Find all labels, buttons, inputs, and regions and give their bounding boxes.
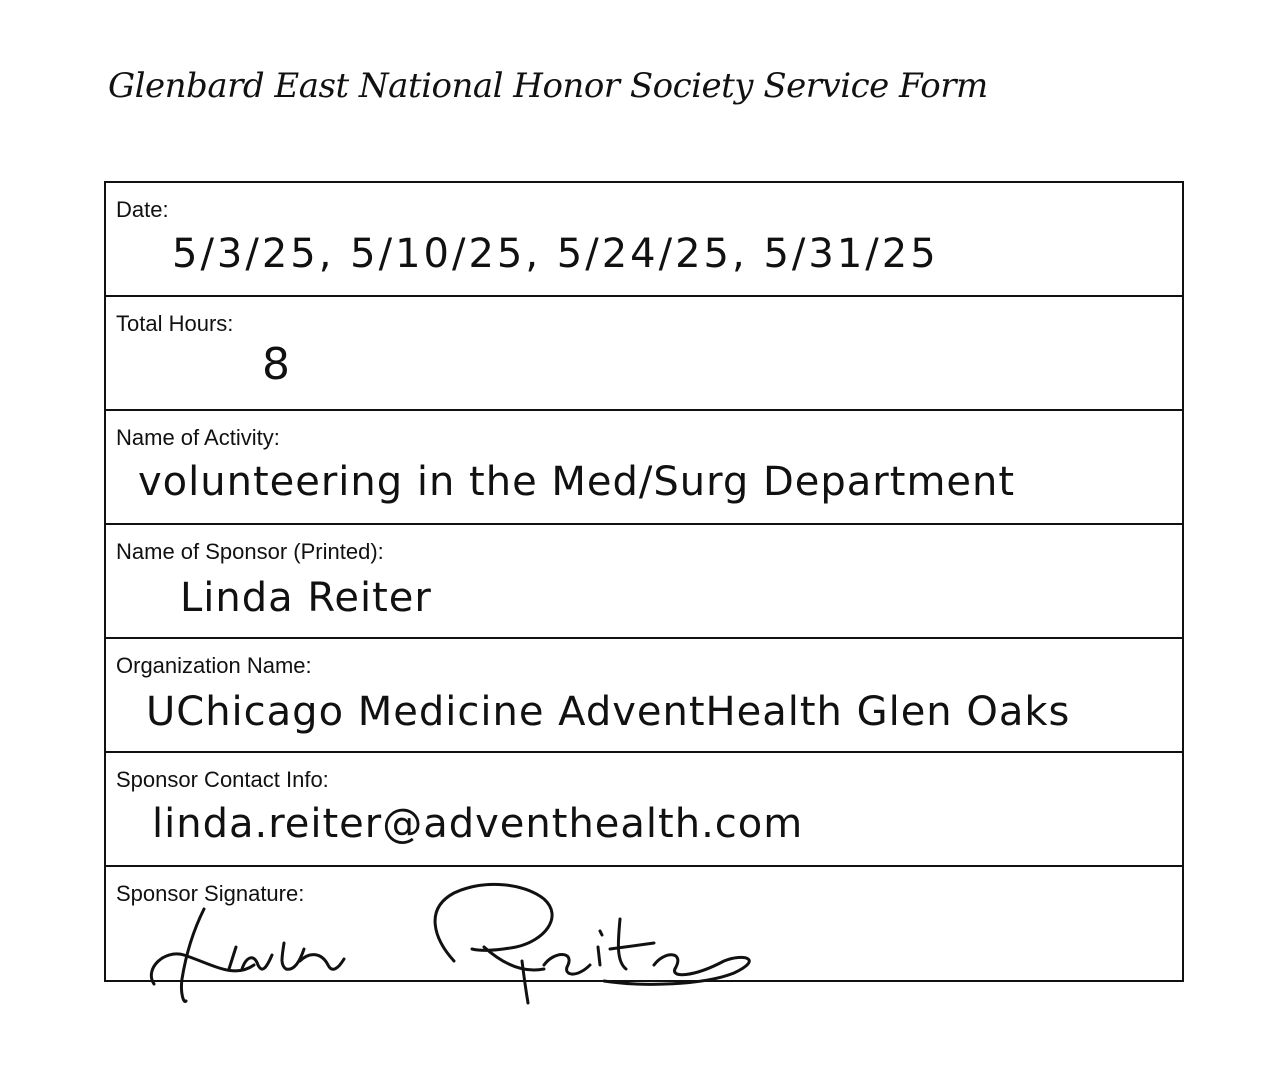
signature-row [106, 867, 1182, 980]
sponsor-name-row [106, 525, 1182, 639]
activity-value[interactable]: volunteering in the Med/Surg Department [138, 459, 1016, 505]
organization-label: Organization Name: [116, 653, 312, 678]
activity-label: Name of Activity: [116, 425, 280, 450]
contact-value[interactable]: linda.reiter@adventhealth.com [152, 801, 804, 847]
date-value[interactable]: 5/3/25, 5/10/25, 5/24/25, 5/31/25 [172, 231, 939, 277]
signature-label: Sponsor Signature: [116, 881, 305, 906]
date-label: Date: [116, 197, 169, 222]
form-title: Glenbard East National Honor Society Service Form [108, 66, 988, 106]
total-hours-value[interactable]: 8 [262, 339, 291, 390]
organization-value[interactable]: UChicago Medicine AdventHealth Glen Oaks [146, 689, 1071, 735]
sponsor-name-value[interactable]: Linda Reiter [180, 575, 432, 621]
contact-label: Sponsor Contact Info: [116, 767, 329, 792]
date-row [106, 183, 1182, 297]
service-form-table [104, 181, 1184, 982]
contact-row [106, 753, 1182, 867]
total-hours-label: Total Hours: [116, 311, 234, 336]
activity-row [106, 411, 1182, 525]
total-hours-row [106, 297, 1182, 411]
organization-row [106, 639, 1182, 753]
sponsor-signature [124, 869, 764, 1019]
sponsor-name-label: Name of Sponsor (Printed): [116, 539, 384, 564]
